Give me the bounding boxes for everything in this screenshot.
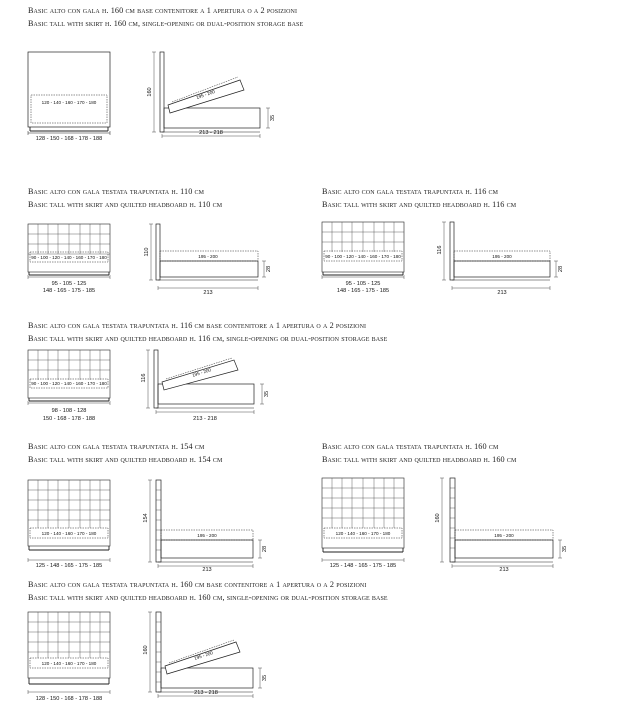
section-title-it: Basic alto con gala h. 160 cm base contenitore a 1 apertura o a 2 posizioni xyxy=(28,6,298,15)
side-length-dim: 213 xyxy=(203,290,213,296)
side-length-dim: 213 xyxy=(497,290,507,296)
side-mattress-dim: 195 - 200 xyxy=(197,533,217,538)
front-inner-dim: 90 - 100 - 120 - 140 - 160 - 170 - 180 xyxy=(325,254,401,259)
side-height-dim: 154 xyxy=(143,513,149,523)
section-title-it: Basic alto con gala testata trapuntata h. 116 cm base contenitore a 1 apertura o a 2 posizioni xyxy=(28,321,367,330)
side-view-drawing xyxy=(148,52,278,152)
side-height-dim: 116 xyxy=(141,373,147,383)
front-inner-dim: 120 - 140 - 160 - 170 - 180 xyxy=(41,100,97,105)
side-length-dim: 213 xyxy=(202,567,212,573)
front-width-dim-1: 98 - 108 - 128 xyxy=(51,408,87,414)
front-width-dim-2: 150 - 168 - 178 - 188 xyxy=(42,416,96,422)
section-title-it: Basic alto con gala testata trapuntata h. 110 cm xyxy=(28,187,205,196)
front-inner-dim: 120 - 140 - 160 - 170 - 180 xyxy=(41,531,97,536)
front-inner-dim: 120 - 140 - 160 - 170 - 180 xyxy=(335,531,391,536)
front-view-drawing xyxy=(28,52,118,152)
side-base-dim: 28 xyxy=(266,265,272,273)
side-view-drawing xyxy=(144,224,278,299)
side-base-dim: 35 xyxy=(270,114,276,122)
front-width-dim: 128 - 150 - 168 - 178 - 188 xyxy=(35,696,103,702)
section-title-en: Basic tall with skirt and quilted headboard h. 154 cm xyxy=(28,455,223,464)
front-view-drawing xyxy=(28,612,128,708)
side-view-drawing xyxy=(140,480,270,572)
side-diag-dim: 195 - 200 xyxy=(193,650,214,661)
side-mattress-dim: 195 - 200 xyxy=(492,254,512,259)
section-title-it: Basic alto con gala testata trapuntata h. 154 cm xyxy=(28,442,205,451)
section-title-en: Basic tall with skirt and quilted headboard h. 160 cm, single-opening or dual-position storage base xyxy=(28,593,388,602)
front-inner-dim: 120 - 140 - 160 - 170 - 180 xyxy=(41,661,97,666)
front-view-drawing xyxy=(322,222,422,299)
side-mattress-dim: 195 - 200 xyxy=(198,254,218,259)
section-title-en: Basic tall with skirt and quilted headboard h. 116 cm xyxy=(322,200,517,209)
side-height-dim: 110 xyxy=(144,247,150,257)
front-width-dim-1: 95 - 105 - 125 xyxy=(51,281,87,287)
side-base-dim: 35 xyxy=(562,545,568,553)
side-view-drawing xyxy=(437,222,570,299)
front-width-dim-1: 95 - 105 - 125 xyxy=(345,281,381,287)
side-base-dim: 35 xyxy=(262,674,268,682)
section-title-en: Basic tall with skirt and quilted headboard h. 160 cm xyxy=(322,455,517,464)
side-height-dim: 116 xyxy=(437,245,443,255)
side-height-dim: 160 xyxy=(143,645,149,655)
side-length-dim: 213 - 218 xyxy=(199,130,223,136)
side-diag-dim: 195 - 200 xyxy=(191,367,212,378)
side-base-dim: 28 xyxy=(558,265,564,273)
section-title-it: Basic alto con gala testata trapuntata h. 116 cm xyxy=(322,187,499,196)
side-view-drawing xyxy=(430,478,570,572)
section-title-en: Basic tall with skirt and quilted headboard h. 110 cm xyxy=(28,200,223,209)
side-view-drawing xyxy=(140,350,270,428)
front-width-dim-2: 148 - 165 - 175 - 185 xyxy=(42,288,96,294)
front-view-drawing xyxy=(28,224,128,299)
front-view-drawing xyxy=(28,350,128,428)
front-inner-dim: 90 - 100 - 120 - 140 - 160 - 170 - 180 xyxy=(31,381,107,386)
side-length-dim: 213 - 218 xyxy=(194,690,218,696)
front-view-drawing xyxy=(322,478,422,572)
side-base-dim: 28 xyxy=(262,545,268,553)
section-title-it: Basic alto con gala testata trapuntata h. 160 cm base contenitore a 1 apertura o a 2 posizioni xyxy=(28,580,367,589)
section-title-en: Basic tall with skirt h. 160 cm, single-opening or dual-position storage base xyxy=(28,19,304,28)
front-width-dim: 128 - 150 - 168 - 178 - 188 xyxy=(35,136,103,142)
side-base-dim: 35 xyxy=(264,390,270,398)
side-view-drawing xyxy=(140,612,270,708)
side-diag-dim: 195 - 200 xyxy=(195,89,216,101)
side-length-dim: 213 xyxy=(499,567,509,573)
front-view-drawing xyxy=(28,480,128,572)
side-mattress-dim: 195 - 200 xyxy=(494,533,514,538)
front-width-dim-2: 148 - 165 - 175 - 185 xyxy=(336,288,390,294)
front-width-dim: 125 - 148 - 165 - 175 - 185 xyxy=(35,563,103,569)
side-height-dim: 160 xyxy=(147,87,153,97)
side-height-dim: 160 xyxy=(435,513,441,523)
section-title-it: Basic alto con gala testata trapuntata h. 160 cm xyxy=(322,442,499,451)
front-width-dim: 125 - 148 - 165 - 175 - 185 xyxy=(329,563,397,569)
front-inner-dim: 90 - 100 - 120 - 140 - 160 - 170 - 180 xyxy=(31,255,107,260)
side-length-dim: 213 - 218 xyxy=(193,416,217,422)
section-title-en: Basic tall with skirt and quilted headboard h. 116 cm, single-opening or dual-position storage base xyxy=(28,334,388,343)
